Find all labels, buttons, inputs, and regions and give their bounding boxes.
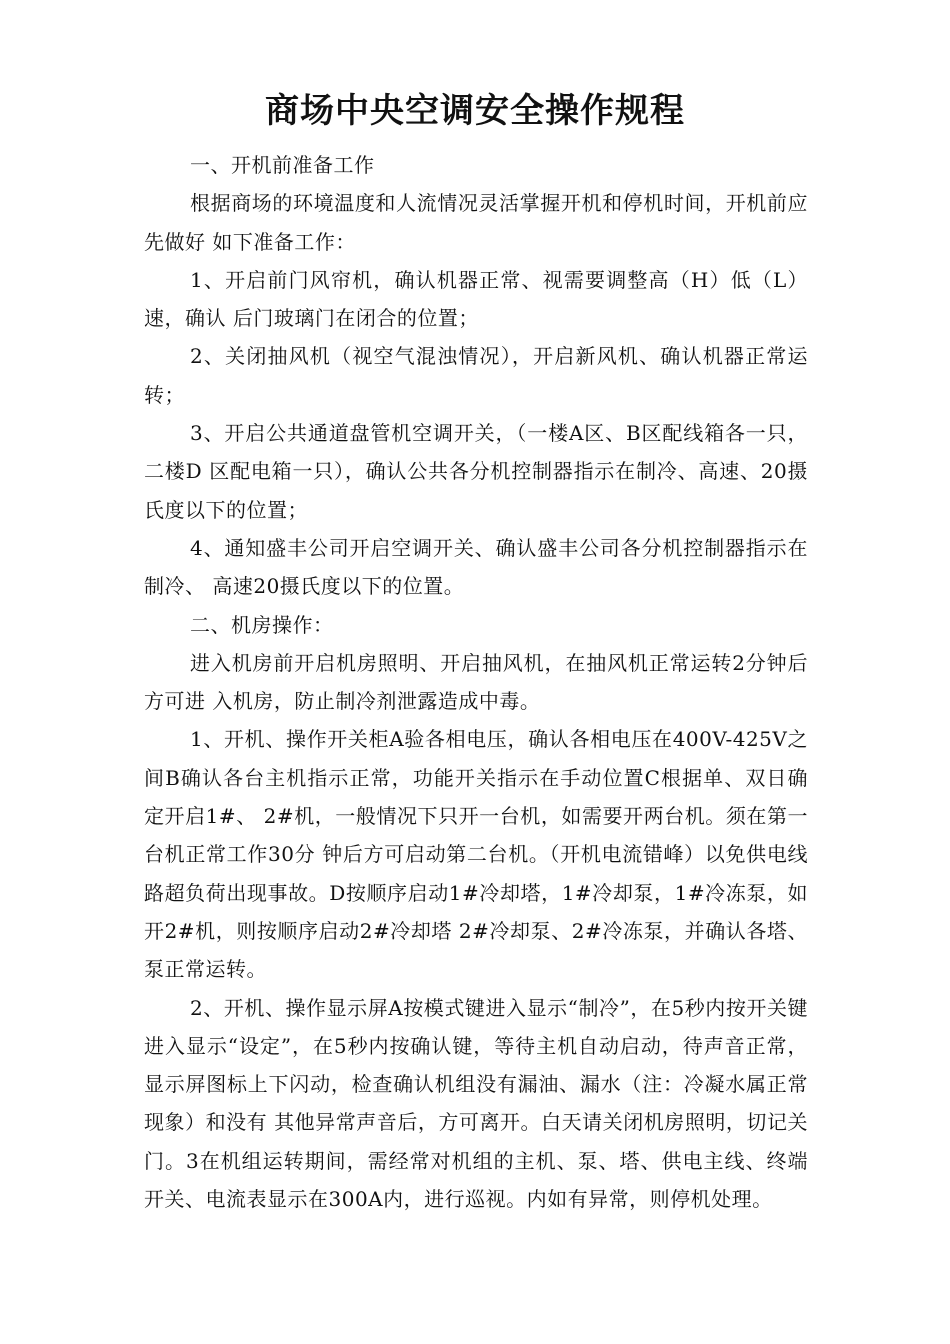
preparation-step-4: 4、通知盛丰公司开启空调开关、确认盛丰公司各分机控制器指示在制冷、 高速20摄氏度以下的位置。 xyxy=(144,535,808,599)
machine-room-step-1: 1、开机、操作开关柜A验各相电压，确认各相电压在400V-425V之间B确认各台主机指示正常，功能开关指示在手动位置C根据单、双日确定开启1#、 2#机，一般情况下只开一台机，如需要开两台机。须在第一台机正常工作30分 钟后方可启动第二台机。（开机电流错峰）以免供电线路超负荷出现事故。D按顺序启动1#冷却塔，1#冷却泵，1#冷冻泵，如开2#机，则按顺序启动2#冷却塔 2#冷却泵、2#冷冻泵，并确认各塔、泵正常运转。 xyxy=(144,727,808,982)
preparation-step-1: 1、开启前门风帘机，确认机器正常、视需要调整高（H）低（L）速，确认 后门玻璃门在闭合的位置； xyxy=(144,267,808,331)
preparation-intro: 根据商场的环境温度和人流情况灵活掌握开机和停机时间，开机前应先做好 如下准备工作： xyxy=(144,191,808,254)
preparation-step-2: 2、关闭抽风机（视空气混浊情况），开启新风机、确认机器正常运转； xyxy=(144,344,808,407)
section-heading-preparation: 一、开机前准备工作 xyxy=(190,153,375,177)
preparation-step-3: 3、开启公共通道盘管机空调开关，（一楼A区、B区配线箱各一只，二楼D 区配电箱一只），确认公共各分机控制器指示在制冷、高速、20摄氏度以下的位置； xyxy=(144,421,808,522)
document-body xyxy=(144,146,808,1218)
document-title: 商场中央空调安全操作规程 xyxy=(265,91,685,131)
section-heading-machine-room: 二、机房操作： xyxy=(190,612,334,637)
machine-room-step-2: 2、开机、操作显示屏A按模式键进入显示“制冷”，在5秒内按开关键进入显示“设定”，在5秒内按确认键，等待主机自动启动，待声音正常，显示屏图标上下闪动，检查确认机组没有漏油、漏水（注：冷凝水属正常现象）和没有 其他异常声音后，方可离开。白天请关闭机房照明，切记关门。3在机组运转期间，需经常对机组的主机、泵、塔、供电主线、终端开关、电流表显示在300A内，进行巡视。内如有异常，则停机处理。 xyxy=(144,995,808,1212)
machine-room-intro: 进入机房前开启机房照明、开启抽风机，在抽风机正常运转2分钟后方可进 入机房，防止制冷剂泄露造成中毒。 xyxy=(144,650,808,714)
